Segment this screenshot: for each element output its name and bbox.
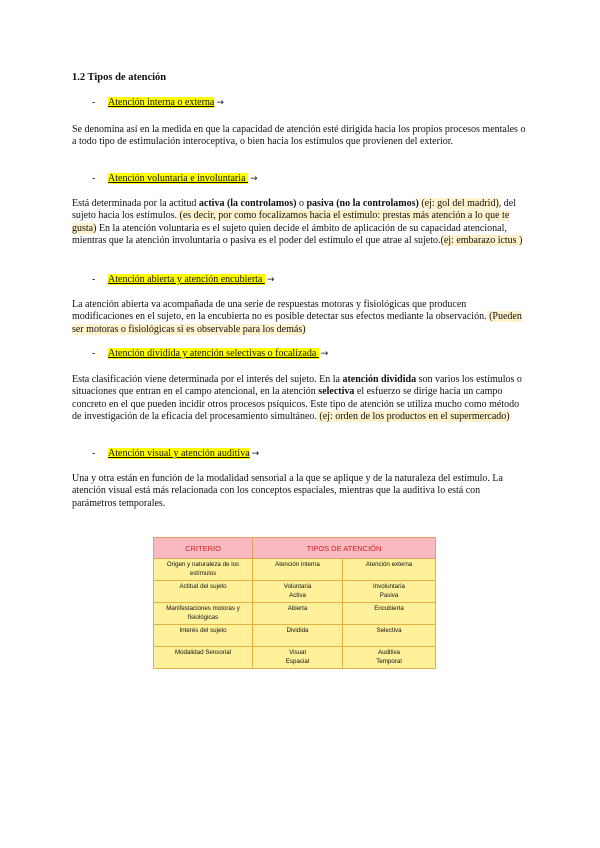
section-heading: 1.2 Tipos de atención bbox=[72, 72, 167, 83]
table-cell: Atención externa bbox=[343, 559, 436, 581]
table-row bbox=[154, 559, 436, 581]
paragraph-interna-externa: Se denomina así en la medida en que la capacidad de atención esté dirigida hacia los propios procesos mentales o a todo tipo de estimulación interoceptiva, o bien hacia los estímulos que provienen del exterior. bbox=[72, 124, 526, 148]
table-cell: Involuntaria Pasiva bbox=[343, 581, 436, 603]
bullet-label: Atención dividida y atención selectivas o focalizada bbox=[108, 348, 319, 359]
arrow-icon: → bbox=[249, 174, 258, 184]
table-cell: Auditiva Temporal bbox=[343, 647, 436, 669]
arrow-icon: → bbox=[320, 349, 329, 359]
bullet-label: Atención visual y atención auditiva bbox=[108, 448, 250, 459]
table-row bbox=[154, 603, 436, 625]
paragraph-abierta-encubierta: La atención abierta va acompañada de una serie de respuestas motoras y fisiológicas que producen modificaciones en el sujeto, en la encubierta no es posible detectar sus efectos mediante la observación. (Pueden ser motoras o fisiológicas si es observable para los demás) bbox=[72, 299, 522, 335]
arrow-icon: → bbox=[266, 275, 275, 285]
bullet-interna-externa: - Atención interna o externa → bbox=[92, 97, 224, 108]
table-cell: Manifestaciones motoras y fisiológicas bbox=[154, 603, 253, 625]
bullet-abierta-encubierta: - Atención abierta y atención encubierta → bbox=[92, 274, 275, 285]
bullet-label: Atención voluntaria e involuntaria bbox=[108, 173, 248, 184]
table-cell: Abierta bbox=[253, 603, 343, 625]
arrow-icon: → bbox=[216, 98, 224, 108]
bullet-label: Atención interna o externa bbox=[108, 97, 215, 108]
bullet-visual-auditiva: - Atención visual y atención auditiva → bbox=[92, 448, 260, 459]
table-cell: Encubierta bbox=[343, 603, 436, 625]
table-cell: Atención interna bbox=[253, 559, 343, 581]
header-tipos: TIPOS DE ATENCIÓN bbox=[253, 538, 436, 559]
bullet-voluntaria-involuntaria: - Atención voluntaria e involuntaria → bbox=[92, 173, 258, 184]
table-cell: Visual Espacial bbox=[253, 647, 343, 669]
table-cell: Actitud del sujeto bbox=[154, 581, 253, 603]
paragraph-visual-auditiva: Una y otra están en función de la modalidad sensorial a la que se aplique y de la naturaleza del estímulo. La atención visual está más relacionada con los conceptos espaciales, mientras que la auditiva lo está con parámetros temporales. bbox=[72, 473, 503, 509]
table-row bbox=[154, 625, 436, 647]
bullet-label: Atención abierta y atención encubierta bbox=[108, 274, 265, 285]
paragraph-voluntaria-involuntaria: Está determinada por la actitud activa (la controlamos) o pasiva (no la controlamos) (ej: gol del madrid), del sujeto hacia los estímulos. (es decir, por como focalizamos hacia el estímulo: prestas más atención a lo que te gusta) En la atención voluntaria es el sujeto quien decide el ámbito de aplicación de su capacidad atencional, mientras que la atención involuntaria o pasiva es el poder del estímulo el que atrae al sujeto.(ej: embarazo ictus ) bbox=[72, 198, 523, 247]
table-row bbox=[154, 581, 436, 603]
table-cell: Interés del sujeto bbox=[154, 625, 253, 647]
criteria-table bbox=[153, 537, 436, 669]
arrow-icon: → bbox=[251, 449, 260, 459]
table-cell: Dividida bbox=[253, 625, 343, 647]
table-header-row bbox=[154, 538, 436, 559]
header-criterio: CRITERIO bbox=[154, 538, 253, 559]
table-row bbox=[154, 647, 436, 669]
table-cell: Modalidad Sensorial bbox=[154, 647, 253, 669]
table-cell: Selectiva bbox=[343, 625, 436, 647]
table-cell: Origen y naturaleza de los estímulos bbox=[154, 559, 253, 581]
bullet-dividida-selectiva: - Atención dividida y atención selectivas o focalizada → bbox=[92, 348, 329, 359]
paragraph-dividida-selectiva: Esta clasificación viene determinada por el interés del sujeto. En la atención dividida son varios los estímulos o situaciones que entran en el campo atencional, en la atención selectiva el esfuerzo se dirige hacia un campo concreto en el que pueden incidir otros procesos psíquicos. Este tipo de atención se utiliza mucho como método de investigación de la eficacia del procesamiento simultáneo. (ej: orden de los productos en el supermercado) bbox=[72, 374, 522, 423]
table-cell: Voluntaria Activa bbox=[253, 581, 343, 603]
